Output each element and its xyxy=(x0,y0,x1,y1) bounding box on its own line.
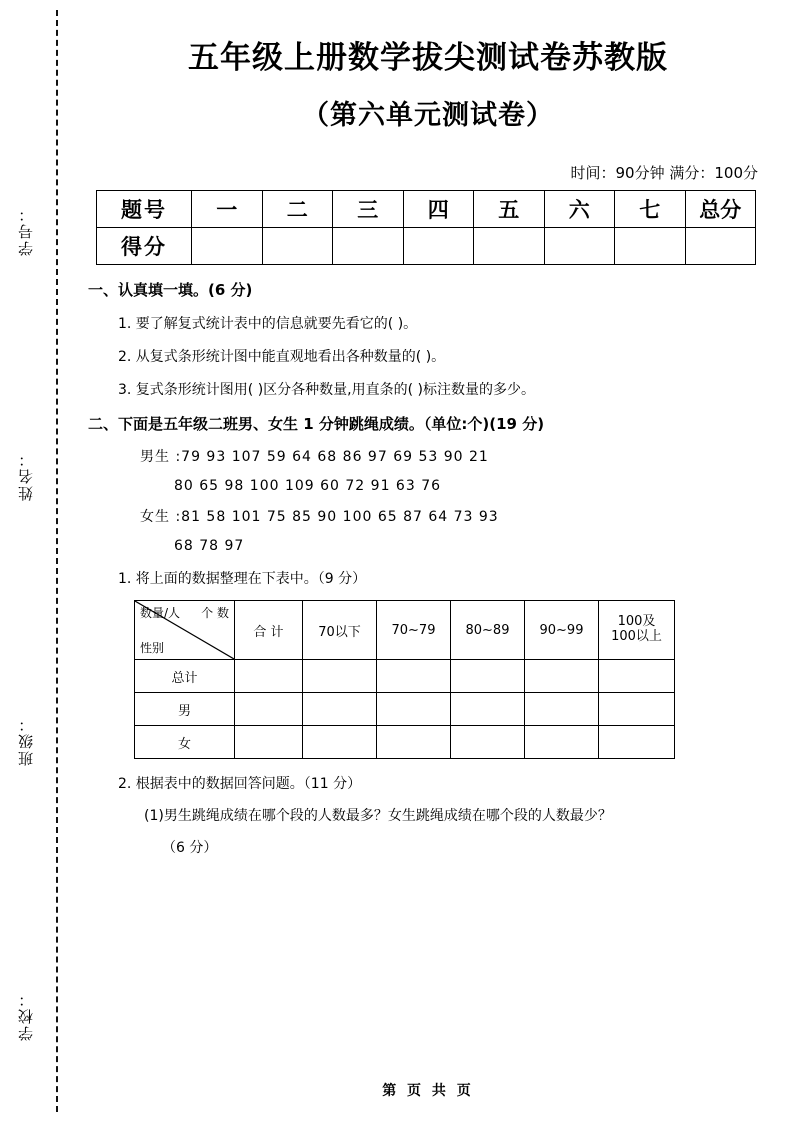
statistics-row-label-girls: 女 xyxy=(135,726,235,759)
cell-girls-below70[interactable] xyxy=(303,726,377,759)
boys-values-1: 79 93 107 59 64 68 86 97 69 53 90 21 xyxy=(181,449,489,465)
girls-label: 女生 : xyxy=(140,509,182,525)
statistics-header-90-99: 90~99 xyxy=(525,601,599,660)
statistics-table xyxy=(134,600,675,759)
side-label-student-id: 学号： xyxy=(19,205,35,256)
section2-question-2: 2. 根据表中的数据回答问题。（11 分） xyxy=(118,776,362,792)
score-col-2: 二 xyxy=(262,191,333,228)
cell-total-90-99[interactable] xyxy=(525,660,599,693)
section1-question-1: 1. 要了解复式统计表中的信息就要先看它的( )。 xyxy=(118,316,418,332)
cell-boys-100plus[interactable] xyxy=(599,693,675,726)
exam-content xyxy=(88,0,768,1122)
section1-question-2: 2. 从复式条形统计图中能直观地看出各种数量的( )。 xyxy=(118,349,446,365)
cell-boys-sum[interactable] xyxy=(235,693,303,726)
cell-boys-below70[interactable] xyxy=(303,693,377,726)
table-row xyxy=(135,726,675,759)
side-label-school: 学校： xyxy=(19,990,35,1041)
cell-girls-70-79[interactable] xyxy=(377,726,451,759)
section1-heading: 一、认真填一填。(6 分) xyxy=(88,281,253,299)
statistics-row-label-boys: 男 xyxy=(135,693,235,726)
statistics-header-total: 合 计 xyxy=(235,601,303,660)
score-cell-total[interactable] xyxy=(685,228,756,265)
page-footer: 第 页 共 页 xyxy=(382,1083,474,1099)
score-col-5: 五 xyxy=(474,191,545,228)
score-col-6: 六 xyxy=(544,191,615,228)
side-label-name: 姓名： xyxy=(19,450,35,501)
score-table-row-label-number: 题号 xyxy=(97,191,192,228)
score-col-1: 一 xyxy=(192,191,263,228)
cell-boys-80-89[interactable] xyxy=(451,693,525,726)
score-table-row-label-score: 得分 xyxy=(97,228,192,265)
margin-dashed-line xyxy=(56,10,58,1112)
cell-girls-100plus[interactable] xyxy=(599,726,675,759)
cell-girls-sum[interactable] xyxy=(235,726,303,759)
statistics-header-80-89: 80~89 xyxy=(451,601,525,660)
score-table-header-row xyxy=(97,191,756,228)
corner-label-quantity: 数量/人 xyxy=(140,606,181,620)
section2-question-2-1-score: （6 分） xyxy=(162,840,218,856)
cell-boys-90-99[interactable] xyxy=(525,693,599,726)
statistics-table-corner-cell xyxy=(135,601,235,660)
statistics-header-below70: 70以下 xyxy=(303,601,377,660)
score-col-3: 三 xyxy=(333,191,404,228)
boys-label: 男生 : xyxy=(140,449,182,465)
score-cell-6[interactable] xyxy=(544,228,615,265)
score-cell-4[interactable] xyxy=(403,228,474,265)
score-cell-5[interactable] xyxy=(474,228,545,265)
statistics-table-header-row xyxy=(135,601,675,660)
section1-question-3: 3. 复式条形统计图用( )区分各种数量,用直条的( )标注数量的多少。 xyxy=(118,382,536,398)
statistics-row-label-total: 总计 xyxy=(135,660,235,693)
girls-data-row-1 xyxy=(140,506,768,526)
score-cell-3[interactable] xyxy=(333,228,404,265)
score-col-total: 总分 xyxy=(685,191,756,228)
side-label-class: 班级： xyxy=(19,715,35,766)
score-cell-7[interactable] xyxy=(615,228,686,265)
section2-heading: 二、下面是五年级二班男、女生 1 分钟跳绳成绩。（单位:个)(19 分) xyxy=(88,415,545,433)
girls-values-1: 81 58 101 75 85 90 100 65 87 64 73 93 xyxy=(181,509,499,525)
cell-total-100plus[interactable] xyxy=(599,660,675,693)
table-row xyxy=(135,660,675,693)
score-cell-1[interactable] xyxy=(192,228,263,265)
score-table xyxy=(96,190,756,265)
cell-total-70-79[interactable] xyxy=(377,660,451,693)
score-table-value-row xyxy=(97,228,756,265)
boys-data-row-1 xyxy=(140,446,768,466)
boys-data-row-2: 80 65 98 100 109 60 72 91 63 76 xyxy=(174,478,442,494)
score-col-7: 七 xyxy=(615,191,686,228)
score-cell-2[interactable] xyxy=(262,228,333,265)
cell-girls-90-99[interactable] xyxy=(525,726,599,759)
cell-total-sum[interactable] xyxy=(235,660,303,693)
cell-total-below70[interactable] xyxy=(303,660,377,693)
exam-meta: 时间：90分钟 满分：100分 xyxy=(570,164,758,182)
girls-data-row-2: 68 78 97 xyxy=(174,538,245,554)
corner-label-count: 个 数 xyxy=(201,606,229,620)
page-subtitle: （第六单元测试卷） xyxy=(302,100,554,131)
cell-girls-80-89[interactable] xyxy=(451,726,525,759)
statistics-header-70-79: 70~79 xyxy=(377,601,451,660)
score-col-4: 四 xyxy=(403,191,474,228)
statistics-header-100plus: 100及 100以上 xyxy=(599,601,675,660)
corner-label-gender: 性别 xyxy=(140,641,165,655)
table-row xyxy=(135,693,675,726)
section2-question-1: 1. 将上面的数据整理在下表中。（9 分） xyxy=(118,571,367,587)
section2-question-2-1: (1)男生跳绳成绩在哪个段的人数最多？女生跳绳成绩在哪个段的人数最少？ xyxy=(144,808,612,824)
cell-total-80-89[interactable] xyxy=(451,660,525,693)
page-title: 五年级上册数学拔尖测试卷苏教版 xyxy=(188,40,668,76)
cell-boys-70-79[interactable] xyxy=(377,693,451,726)
